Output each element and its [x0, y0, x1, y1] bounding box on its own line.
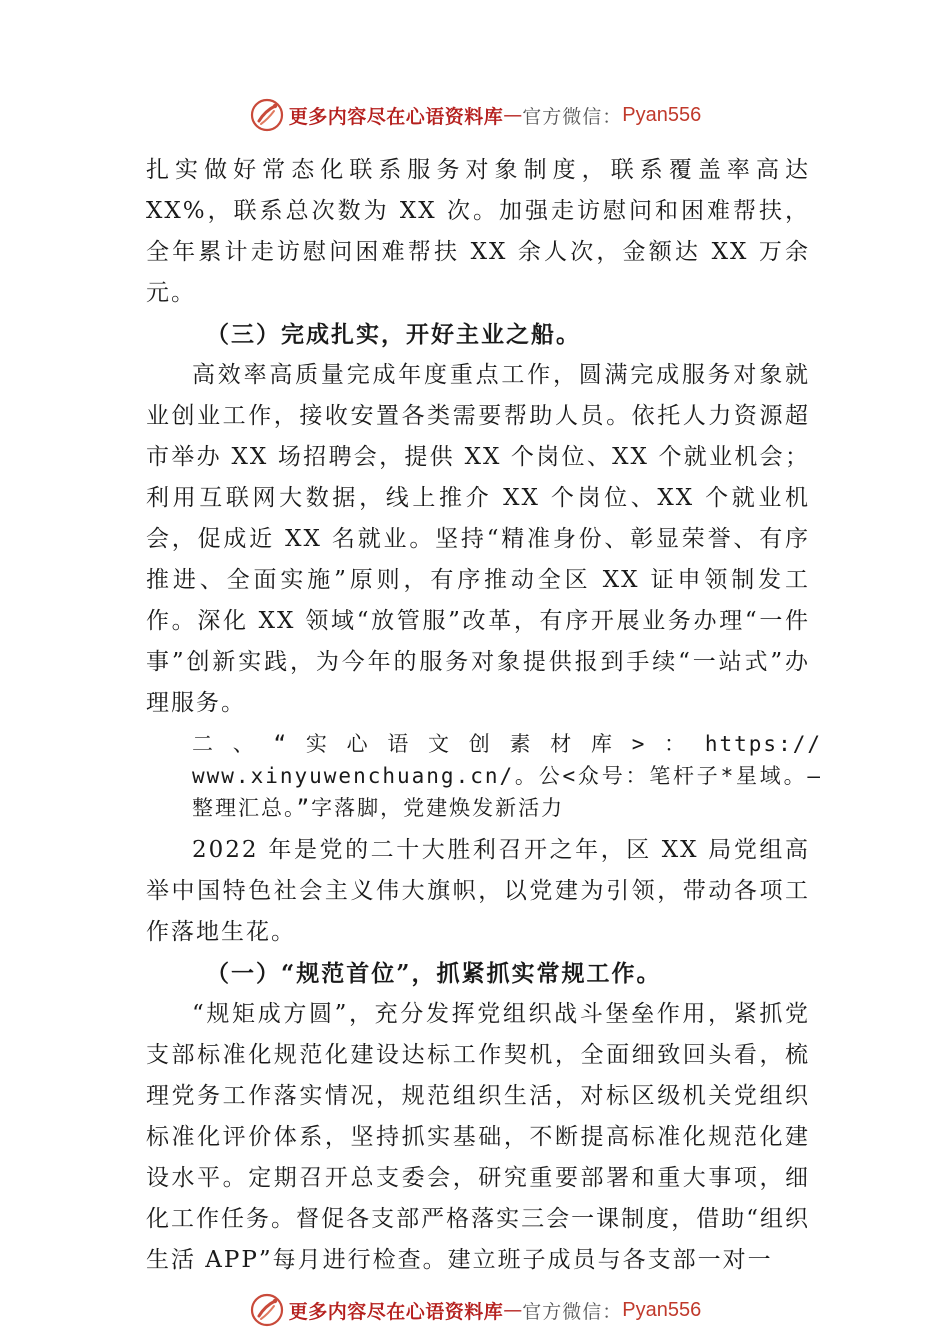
banner-main-text: 更多内容尽在心语资料库 [288, 105, 504, 128]
footer-banner [0, 1290, 950, 1330]
header-banner [0, 95, 950, 135]
paragraph-contact-service: 扎实做好常态化联系服务对象制度，联系覆盖率高达 XX%，联系总次数为 XX 次。加强走访慰问和困难帮扶，全年累计走访慰问困难帮扶 XX 余人次，金额达 XX 万余元。 [146, 157, 810, 306]
banner-wechat-label: 官方微信： [522, 105, 623, 128]
banner-wechat-label: 官方微信： [522, 1300, 623, 1323]
banner-wechat-id: Pyan556 [622, 103, 702, 126]
banner-dash: — [503, 104, 523, 126]
document-body [146, 150, 822, 1281]
paragraph-standardization: “规矩成方圆”，充分发挥党组织战斗堡垒作用，紧抓党支部标准化规范化建设达标工作契机，全面细致回头看，梳理党务工作落实情况，规范组织生活，对标区级机关党组织标准化评价体系，坚持抓实基础，不断提高标准化规范化建设水平。定期召开总支委会，研究重要部署和重大事项，细化工作任务。督促各支部严格落实三会一课制度，借助“组织生活 APP”每月进行检查。建立班子成员与各支部一对一 [146, 1001, 810, 1273]
heading-section-one: （一）“规范首位”，抓紧抓实常规工作。 [206, 960, 662, 987]
banner-main-text: 更多内容尽在心语资料库 [288, 1300, 504, 1323]
section-two-title: 二、“实心语文创素材库>：https:// www.xinyuwenchuang.cn/。公<众号：笔杆子*星域。—整理汇总。”字落脚，党建焕发新活力 [192, 732, 822, 820]
heading-section-three: （三）完成扎实，开好主业之船。 [206, 321, 581, 348]
paragraph-employment: 高效率高质量完成年度重点工作，圆满完成服务对象就业创业工作，接收安置各类需要帮助人员。依托人力资源超市举办 XX 场招聘会，提供 XX 个岗位、XX 个就业机会；利用互联网大数据，线上推介 XX 个岗位、XX 个就业机会，促成近 XX 名就业。坚持“精准身份、彰显荣誉、有序推进、全面实施”原则，有序推动全区 XX 证申领制发工作。深化 XX 领域“放管服”改革，有序开展业务办理“一件事”创新实践，为今年的服务对象提供报到手续“一站式”办理服务。 [146, 362, 810, 716]
brush-logo-icon [249, 97, 285, 133]
paragraph-party-congress: 2022 年是党的二十大胜利召开之年，区 XX 局党组高举中国特色社会主义伟大旗帜，以党建为引领，带动各项工作落地生花。 [146, 837, 810, 945]
banner-dash: — [503, 1299, 523, 1321]
brush-logo-icon [249, 1292, 285, 1328]
banner-wechat-id: Pyan556 [622, 1298, 702, 1321]
